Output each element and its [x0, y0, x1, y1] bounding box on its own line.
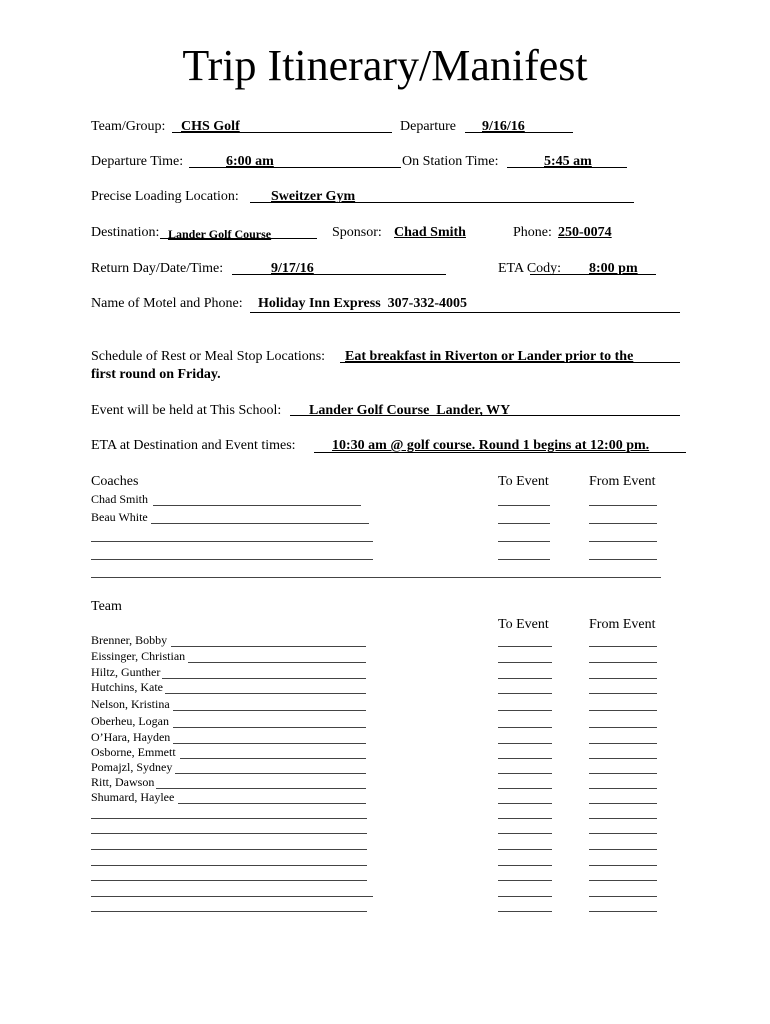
team-group-label: Team/Group: — [91, 119, 166, 134]
team-from-event-field[interactable] — [589, 662, 657, 663]
roster-name: Pomajzl, Sydney — [91, 760, 173, 774]
roster-name: Oberheu, Logan — [91, 714, 169, 728]
team-to-event-field[interactable] — [498, 896, 552, 897]
team-from-event-field[interactable] — [589, 865, 657, 866]
roster-name: Hiltz, Gunther — [91, 665, 161, 679]
roster-name: Brenner, Bobby — [91, 633, 168, 647]
team-from-event-field[interactable] — [589, 678, 657, 679]
team-from-event-field[interactable] — [589, 880, 657, 881]
team-from-event-field[interactable] — [589, 849, 657, 850]
team-from-event-field[interactable] — [589, 727, 657, 728]
roster-name: O’Hara, Hayden — [91, 730, 171, 744]
team-name-line[interactable] — [175, 773, 366, 774]
roster-name: Chad Smith — [91, 492, 149, 506]
coach-to-event-field[interactable] — [498, 541, 550, 542]
eta-cody-value[interactable]: 8:00 pm — [589, 261, 638, 276]
return-label: Return Day/Date/Time: — [91, 261, 224, 276]
team-to-event-field[interactable] — [498, 849, 552, 850]
roster-name: Ritt, Dawson — [91, 775, 155, 789]
coach-to-event-field[interactable] — [498, 559, 550, 560]
destination-underline — [160, 238, 317, 239]
team-from-event-field[interactable] — [589, 896, 657, 897]
team-name-line[interactable] — [91, 880, 367, 881]
departure-time-value[interactable]: 6:00 am — [226, 154, 274, 169]
loading-location-label: Precise Loading Location: — [91, 189, 239, 204]
team-group-underline — [172, 132, 392, 133]
team-name-line[interactable] — [91, 896, 373, 897]
roster-name: Nelson, Kristina — [91, 697, 170, 711]
page-title: Trip Itinerary/Manifest — [182, 41, 588, 90]
team-name-line[interactable] — [91, 833, 367, 834]
team-to-event-field[interactable] — [498, 865, 552, 866]
team-to-event-field[interactable] — [498, 727, 552, 728]
team-to-event-field[interactable] — [498, 693, 552, 694]
team-name-line[interactable] — [178, 803, 366, 804]
coach-to-event-field[interactable] — [498, 505, 550, 506]
team-from-event-header: From Event — [589, 617, 656, 632]
coaches-divider — [91, 577, 661, 578]
destination-label: Destination: — [91, 225, 160, 240]
departure-value[interactable]: 9/16/16 — [482, 119, 525, 134]
coach-name-line[interactable] — [153, 505, 361, 506]
on-station-label: On Station Time: — [402, 154, 499, 169]
coach-name-line[interactable] — [91, 541, 373, 542]
phone-label: Phone: — [513, 225, 552, 240]
coach-from-event-field[interactable] — [589, 541, 657, 542]
team-to-event-field[interactable] — [498, 646, 552, 647]
sponsor-label: Sponsor: — [332, 225, 382, 240]
team-to-event-field[interactable] — [498, 710, 552, 711]
team-to-event-field[interactable] — [498, 880, 552, 881]
team-to-event-field[interactable] — [498, 773, 552, 774]
loading-location-value[interactable]: Sweitzer Gym — [271, 189, 356, 204]
team-to-event-field[interactable] — [498, 758, 552, 759]
team-name-line[interactable] — [173, 727, 366, 728]
coach-name-line[interactable] — [91, 559, 373, 560]
team-from-event-field[interactable] — [589, 693, 657, 694]
coach-name-line[interactable] — [151, 523, 369, 524]
team-heading: Team — [91, 599, 122, 614]
team-to-event-field[interactable] — [498, 818, 552, 819]
team-name-line[interactable] — [91, 849, 367, 850]
motel-label: Name of Motel and Phone: — [91, 296, 243, 311]
team-to-event-field[interactable] — [498, 743, 552, 744]
team-name-line[interactable] — [188, 662, 366, 663]
destination-value[interactable]: Lander Golf Course — [168, 227, 272, 241]
coaches-to-event-header: To Event — [498, 474, 549, 489]
event-school-underline — [290, 415, 680, 416]
roster-name: Eissinger, Christian — [91, 649, 186, 663]
departure-time-underline — [189, 167, 401, 168]
departure-underline — [465, 132, 573, 133]
event-school-value[interactable]: Lander Golf Course Lander, WY — [309, 403, 511, 418]
departure-label: Departure — [400, 119, 456, 134]
event-school-label: Event will be held at This School: — [91, 403, 282, 418]
eta-destination-underline — [314, 452, 686, 453]
roster-name: Shumard, Haylee — [91, 790, 175, 804]
team-name-line[interactable] — [173, 710, 366, 711]
team-from-event-field[interactable] — [589, 788, 657, 789]
team-to-event-field[interactable] — [498, 788, 552, 789]
coach-from-event-field[interactable] — [589, 505, 657, 506]
motel-value[interactable]: Holiday Inn Express 307-332-4005 — [258, 296, 467, 311]
coaches-heading: Coaches — [91, 474, 139, 489]
team-name-line[interactable] — [165, 693, 366, 694]
on-station-underline — [507, 167, 627, 168]
team-name-line[interactable] — [91, 818, 367, 819]
loading-location-underline — [250, 202, 634, 203]
on-station-value[interactable]: 5:45 am — [544, 154, 592, 169]
team-to-event-header: To Event — [498, 617, 549, 632]
team-name-line[interactable] — [180, 758, 366, 759]
team-name-line[interactable] — [173, 743, 366, 744]
eta-cody-underline — [530, 274, 656, 275]
rest-stops-value-line1[interactable]: Eat breakfast in Riverton or Lander prior to the — [345, 349, 634, 364]
team-from-event-field[interactable] — [589, 803, 657, 804]
rest-stops-underline — [340, 362, 680, 363]
team-name-line[interactable] — [162, 678, 366, 679]
team-name-line[interactable] — [91, 911, 367, 912]
roster-name: Osborne, Emmett — [91, 745, 176, 759]
team-to-event-field[interactable] — [498, 911, 552, 912]
coach-to-event-field[interactable] — [498, 523, 550, 524]
team-to-event-field[interactable] — [498, 678, 552, 679]
eta-destination-label: ETA at Destination and Event times: — [91, 438, 296, 453]
motel-underline — [250, 312, 680, 313]
team-from-event-field[interactable] — [589, 818, 657, 819]
return-underline — [232, 274, 446, 275]
team-name-line[interactable] — [91, 865, 367, 866]
phone-value[interactable]: 250-0074 — [558, 225, 612, 240]
return-value[interactable]: 9/17/16 — [271, 261, 314, 276]
team-to-event-field[interactable] — [498, 833, 552, 834]
team-group-value[interactable]: CHS Golf — [181, 119, 240, 134]
team-from-event-field[interactable] — [589, 758, 657, 759]
team-from-event-field[interactable] — [589, 773, 657, 774]
rest-stops-value-line2[interactable]: first round on Friday. — [91, 367, 221, 382]
coach-from-event-field[interactable] — [589, 523, 657, 524]
departure-time-label: Departure Time: — [91, 154, 184, 169]
team-name-line[interactable] — [171, 646, 366, 647]
team-from-event-field[interactable] — [589, 833, 657, 834]
team-to-event-field[interactable] — [498, 803, 552, 804]
roster-name: Beau White — [91, 510, 148, 524]
team-to-event-field[interactable] — [498, 662, 552, 663]
eta-destination-value[interactable]: 10:30 am @ golf course. Round 1 begins at 12:00 pm. — [332, 438, 650, 453]
team-name-line[interactable] — [156, 788, 366, 789]
coach-from-event-field[interactable] — [589, 559, 657, 560]
rest-stops-label: Schedule of Rest or Meal Stop Locations: — [91, 349, 326, 364]
team-from-event-field[interactable] — [589, 911, 657, 912]
coaches-from-event-header: From Event — [589, 474, 656, 489]
roster-name: Hutchins, Kate — [91, 680, 163, 694]
eta-cody-label: ETA Cody: — [498, 261, 562, 276]
team-from-event-field[interactable] — [589, 743, 657, 744]
team-from-event-field[interactable] — [589, 646, 657, 647]
team-from-event-field[interactable] — [589, 710, 657, 711]
sponsor-value[interactable]: Chad Smith — [394, 225, 466, 240]
